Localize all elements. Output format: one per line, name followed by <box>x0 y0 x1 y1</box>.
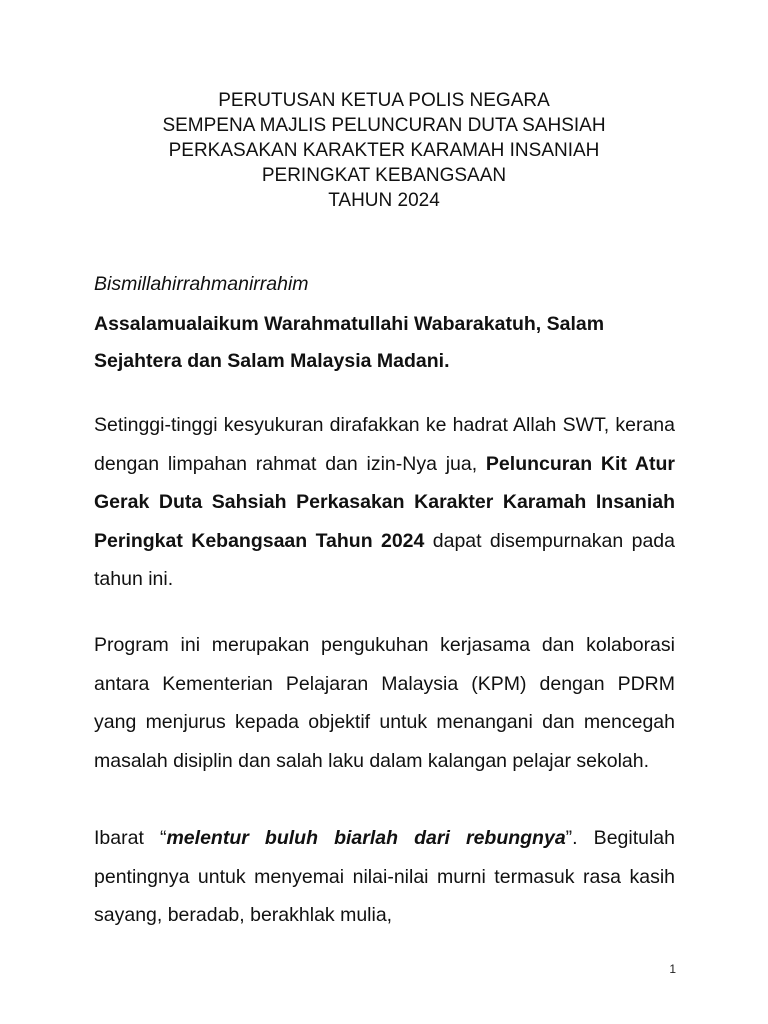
paragraph-1 <box>94 406 675 599</box>
document-title <box>60 88 708 213</box>
bismillah-line: Bismillahirrahmanirrahim <box>94 273 309 295</box>
greeting-paragraph: Assalamualaikum Warahmatullahi Wabarakatuh, Salam Sejahtera dan Salam Malaysia Madani. <box>94 313 605 372</box>
paragraph-2: Program ini merupakan pengukuhan kerjasama dan kolaborasi antara Kementerian Pelajaran Malaysia (KPM) dengan PDRM yang menjurus kepada objektif untuk menangani dan mencegah masalah disiplin dan salah laku dalam kalangan pelajar sekolah. <box>94 634 675 772</box>
paragraph-1-outro: dapat disempurnakan pada tahun ini. <box>94 529 676 590</box>
paragraph-1-intro: Setinggi-tinggi kesyukuran dirafakkan ke hadrat Allah SWT, kerana dengan limpahan rahmat dan izin-Nya jua, <box>94 414 675 475</box>
paragraph-3-proverb: melentur buluh biarlah dari rebungnya <box>166 827 566 849</box>
title-line-2: SEMPENA MAJLIS PELUNCURAN DUTA SAHSIAH <box>162 115 606 136</box>
title-line-1: PERUTUSAN KETUA POLIS NEGARA <box>218 90 550 111</box>
title-line-3: PERKASAKAN KARAKTER KARAMAH INSANIAH <box>168 140 600 161</box>
title-line-4: PERINGKAT KEBANGSAAN <box>261 165 507 186</box>
paragraph-1-event-name: Peluncuran Kit Atur Gerak Duta Sahsiah Perkasakan Karakter Karamah Insaniah Peringkat Kebangsaan Tahun 2024 <box>94 452 675 552</box>
page-number: 1 <box>669 962 676 976</box>
title-line-5: TAHUN 2024 <box>328 190 440 211</box>
paragraph-3-rest: ”. Begitulah pentingnya untuk menyemai nilai-nilai murni termasuk rasa kasih sayang, beradab, berakhlak mulia, <box>94 827 675 926</box>
paragraph-3 <box>94 819 675 935</box>
paragraph-3-lead: Ibarat “ <box>94 827 167 849</box>
